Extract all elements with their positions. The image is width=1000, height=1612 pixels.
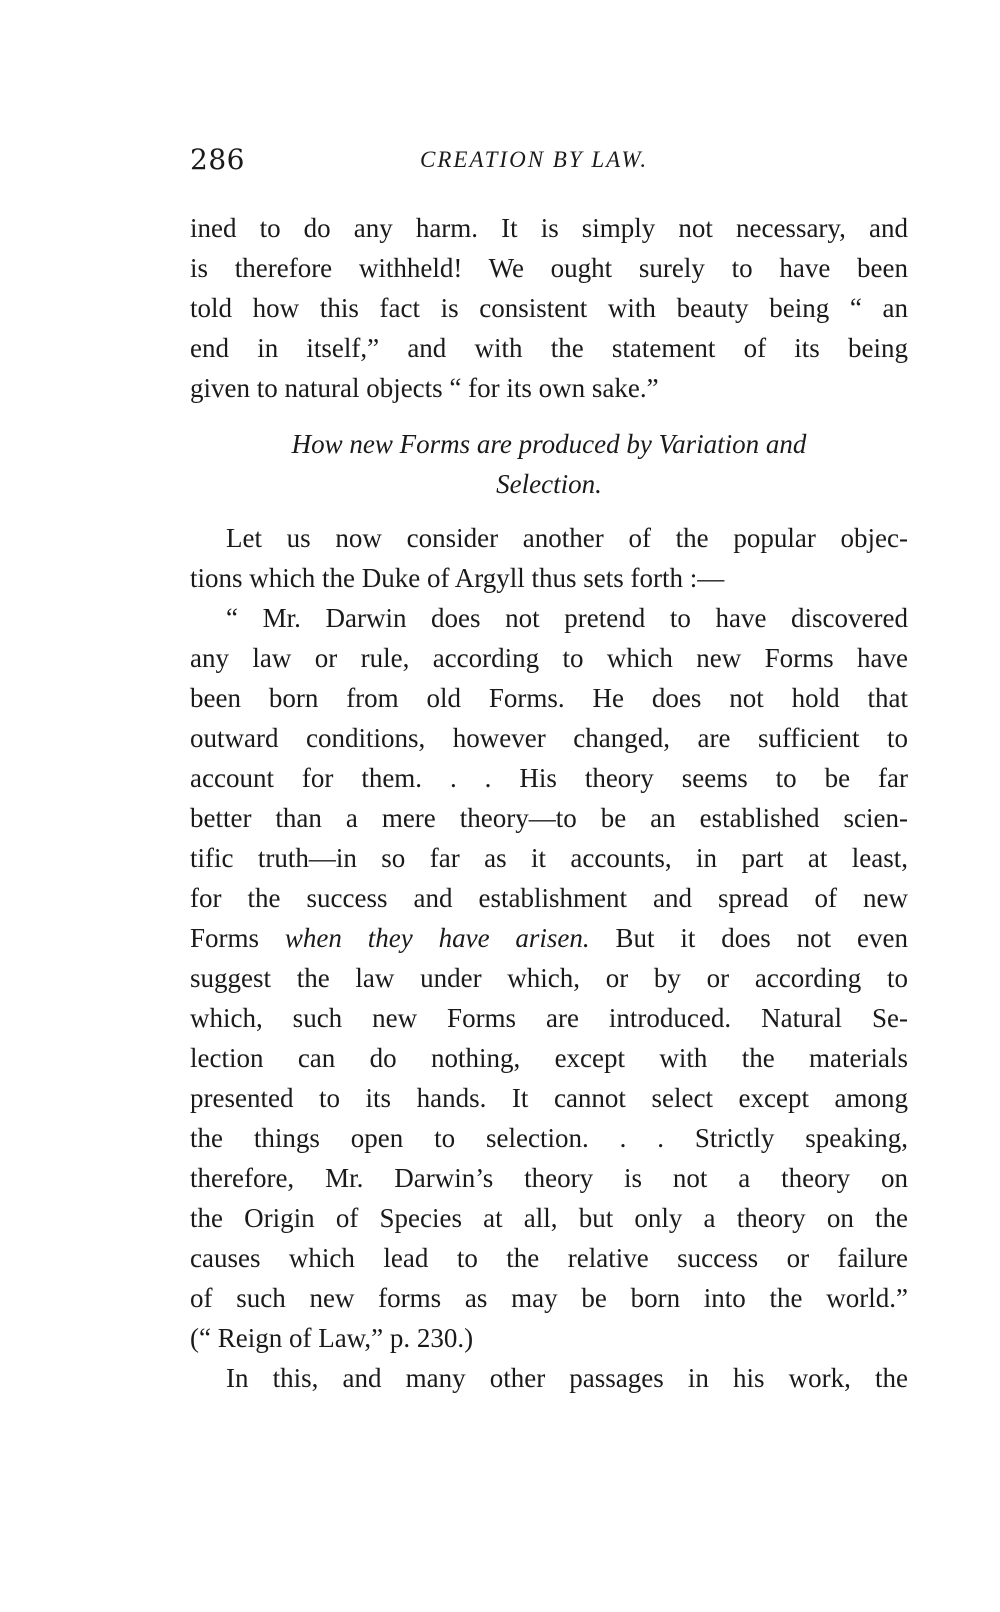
text-line: lection can do nothing, except with the materials (190, 1043, 908, 1073)
body-text (190, 208, 908, 1398)
text-line: better than a mere theory—to be an established scien- (190, 803, 908, 833)
text-line: is therefore withheld! We ought surely to have been (190, 253, 908, 283)
text-line: tific truth—in so far as it accounts, in part at least, (190, 843, 908, 873)
text-line: suggest the law under which, or by or according to (190, 963, 908, 993)
text-segment: But it does not even (589, 923, 908, 953)
text-line: end in itself,” and with the statement of its being (190, 333, 908, 363)
text-line: given to natural objects “ for its own sake.” (190, 373, 659, 403)
text-line: for the success and establishment and spread of new (190, 883, 908, 913)
text-line: told how this fact is consistent with beauty being “ an (190, 293, 908, 323)
section-heading-line: How new Forms are produced by Variation and (291, 429, 807, 459)
block-quote (190, 598, 908, 1358)
text-line: any law or rule, according to which new Forms have (190, 643, 908, 673)
emphasis-phrase: when they have arisen. (284, 923, 590, 953)
paragraph (190, 1358, 908, 1398)
text-line: presented to its hands. It cannot select except among (190, 1083, 908, 1113)
paragraph (190, 518, 908, 598)
running-head (190, 143, 910, 183)
text-segment: Forms (190, 923, 285, 953)
section-heading (190, 424, 908, 504)
citation: (“ Reign of Law,” p. 230.) (190, 1323, 474, 1353)
text-line: In this, and many other passages in his work, the (226, 1363, 908, 1393)
text-line: ined to do any harm. It is simply not necessary, and (190, 213, 908, 243)
text-line: which, such new Forms are introduced. Natural Se- (190, 1003, 908, 1033)
paragraph-continuation (190, 208, 908, 408)
text-line: Let us now consider another of the popular objec- (226, 523, 908, 553)
text-line: of such new forms as may be born into the world.” (190, 1283, 908, 1313)
text-line: tions which the Duke of Argyll thus sets forth :— (190, 563, 725, 593)
text-line: “ Mr. Darwin does not pretend to have discovered (226, 603, 908, 633)
text-line: account for them. . . His theory seems to be far (190, 763, 908, 793)
page-number: 286 (190, 143, 245, 176)
text-line: therefore, Mr. Darwin’s theory is not a theory on (190, 1163, 908, 1193)
text-line: the things open to selection. . . Strictly speaking, (190, 1123, 908, 1153)
text-line: the Origin of Species at all, but only a theory on the (190, 1203, 908, 1233)
text-line: outward conditions, however changed, are sufficient to (190, 723, 908, 753)
running-title: CREATION BY LAW. (420, 147, 649, 172)
text-line: been born from old Forms. He does not hold that (190, 683, 908, 713)
section-heading-line: Selection. (496, 469, 602, 499)
text-line-with-emphasis (190, 918, 908, 958)
text-line: causes which lead to the relative success or failure (190, 1243, 908, 1273)
